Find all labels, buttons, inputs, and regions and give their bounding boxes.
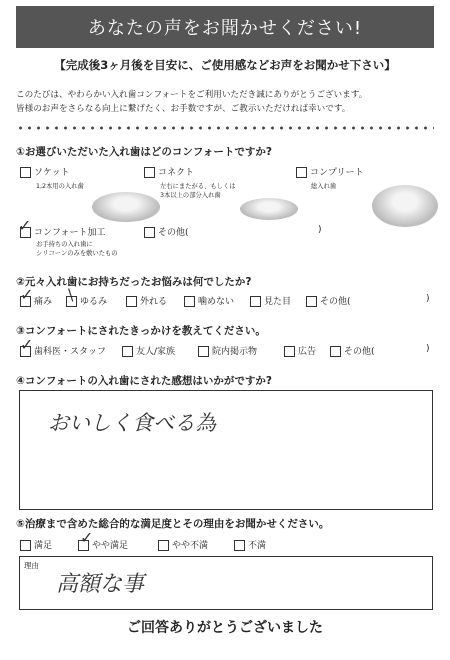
q3-option-ad[interactable] <box>284 344 316 357</box>
q3-other-close-paren: ) <box>426 344 430 354</box>
q1-title: ①お選びいただいた入れ歯はどのコンフォートですか? <box>16 146 272 158</box>
q5-label-satisfied: 満足 <box>34 541 53 551</box>
q2-other-close-paren: ) <box>426 294 430 304</box>
q2-title: ②元々入れ歯にお持ちだったお悩みは何でしたか? <box>16 276 252 288</box>
q5-handwritten-reason: 高額な事 <box>56 572 145 597</box>
q2-option-other[interactable] <box>306 294 351 307</box>
dotted-divider <box>16 126 434 130</box>
q4-answer-box[interactable] <box>19 390 433 510</box>
q2-checkbox-other[interactable] <box>306 296 317 307</box>
q1-option-complete[interactable] <box>296 165 364 178</box>
q2-label-cant-chew: 噛めない <box>198 297 235 307</box>
q1-label-comfort-process: コンフォート加工 <box>34 228 106 238</box>
q2-label-appearance: 見た目 <box>264 297 292 307</box>
q3-label-ad: 広告 <box>298 347 317 357</box>
q2-option-cant-chew[interactable] <box>184 294 234 307</box>
q5-label-somewhat-dissatisfied: やや不満 <box>172 541 209 551</box>
q2-checkbox-falls-out[interactable] <box>126 296 137 307</box>
q1-check-mark-icon: ✓ <box>18 216 32 235</box>
q5-label-somewhat-satisfied: やや満足 <box>92 541 129 551</box>
q3-dentist-check-icon: ✓ <box>20 335 34 354</box>
q2-pain-check-icon: ✓ <box>20 285 34 304</box>
q1-option-other[interactable] <box>144 225 189 238</box>
q3-label-other: その他( <box>344 347 375 357</box>
q3-checkbox-other[interactable] <box>330 346 341 357</box>
q3-option-friend-family[interactable] <box>122 344 175 357</box>
q3-checkbox-ad[interactable] <box>284 346 295 357</box>
q5-option-dissatisfied[interactable] <box>234 538 266 551</box>
q5-label-dissatisfied: 不満 <box>248 541 267 551</box>
q2-loose-check-icon: \ <box>68 285 74 304</box>
q5-somewhat-satisfied-check-icon: ✓ <box>80 528 94 547</box>
q1-option-connect[interactable] <box>144 165 194 178</box>
q5-checkbox-satisfied[interactable] <box>20 540 31 551</box>
q2-option-appearance[interactable] <box>250 294 291 307</box>
q3-title: ③コンフォートにされたきっかけを教えてください。 <box>16 325 266 337</box>
q1-other-close-paren: ) <box>318 225 322 235</box>
q1-desc-comfort-process-1: お手持ちの入れ歯に <box>36 241 93 248</box>
q2-label-pain: 痛み <box>34 297 53 307</box>
q3-option-in-clinic-poster[interactable] <box>198 344 257 357</box>
q5-checkbox-dissatisfied[interactable] <box>234 540 245 551</box>
q1-desc-connect-2: 3本以上の部分入れ歯 <box>160 192 221 199</box>
q4-handwritten-answer: おいしく食べる為 <box>48 411 216 435</box>
q5-title: ⑤治療まで含めた総合的な満足度とその理由をお聞かせください。 <box>16 518 330 530</box>
intro-line-1: このたびは、やわらかい入れ歯コンフォートをご利用いただき誠にありがとうございます。 <box>16 90 368 100</box>
intro-line-2: 皆様のお声をさらなる向上に繋げたく、お手数ですが、ご教示いただければ幸いです。 <box>16 104 351 114</box>
q1-label-connect: コネクト <box>158 168 195 178</box>
q1-desc-comfort-process-2: シリコーンのみを敷いたもの <box>36 250 118 257</box>
q3-label-dentist-staff: 歯科医・スタッフ <box>34 347 107 357</box>
q3-label-friend-family: 友人/家族 <box>136 347 176 357</box>
q1-label-other: その他( <box>158 228 189 238</box>
q2-label-loose: ゆるみ <box>80 297 108 307</box>
q1-desc-socket: 1,2本用の入れ歯 <box>36 183 84 190</box>
q1-desc-comfort-process <box>36 240 118 258</box>
subtitle: 【完成後3ヶ月後を目安に、ご使用感などお声をお聞かせ下さい】 <box>54 58 396 72</box>
q5-checkbox-somewhat-dissatisfied[interactable] <box>158 540 169 551</box>
q5-reason-box[interactable] <box>19 556 433 610</box>
q1-desc-complete: 総入れ歯 <box>311 183 337 190</box>
q2-checkbox-cant-chew[interactable] <box>184 296 195 307</box>
q1-checkbox-other[interactable] <box>144 227 155 238</box>
q5-option-somewhat-dissatisfied[interactable] <box>158 538 208 551</box>
q2-checkbox-appearance[interactable] <box>250 296 261 307</box>
q1-label-complete: コンプリート <box>310 168 364 178</box>
q1-option-comfort-process[interactable] <box>20 225 106 238</box>
intro-text <box>16 88 436 116</box>
q1-label-socket: ソケット <box>34 168 70 178</box>
q3-option-other[interactable] <box>330 344 375 357</box>
complete-denture-image <box>372 185 438 227</box>
q1-option-socket[interactable] <box>20 165 69 178</box>
q3-checkbox-in-clinic-poster[interactable] <box>198 346 209 357</box>
connect-denture-image <box>240 198 298 220</box>
q1-checkbox-complete[interactable] <box>296 167 307 178</box>
socket-denture-image <box>92 192 160 222</box>
q1-checkbox-socket[interactable] <box>20 167 31 178</box>
q2-option-falls-out[interactable] <box>126 294 167 307</box>
q5-reason-label: 理由 <box>24 561 39 570</box>
page-banner: あなたの声をお聞かせください! <box>16 6 434 48</box>
q2-label-falls-out: 外れる <box>140 297 168 307</box>
q1-desc-connect <box>160 182 236 200</box>
q3-checkbox-friend-family[interactable] <box>122 346 133 357</box>
q3-label-in-clinic-poster: 院内掲示物 <box>212 347 258 357</box>
thank-you-message: ご回答ありがとうございました <box>127 620 323 636</box>
q5-option-satisfied[interactable] <box>20 538 52 551</box>
q4-title: ④コンフォートの入れ歯にされた感想はいかがですか? <box>16 375 272 387</box>
q1-desc-connect-1: 左右にまたがる、もしくは <box>160 183 236 190</box>
q2-label-other: その他( <box>320 297 351 307</box>
q1-checkbox-connect[interactable] <box>144 167 155 178</box>
